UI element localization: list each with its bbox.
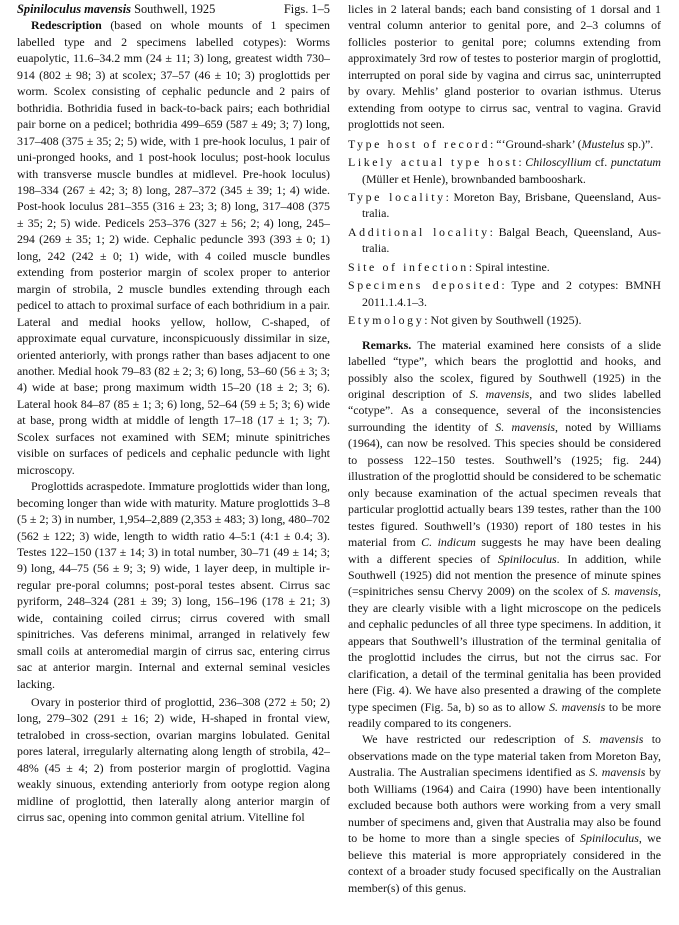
- remarks-heading: Remarks.: [362, 337, 412, 352]
- metadata-label: Site of infection: [348, 259, 469, 274]
- italic-taxon: punctatum: [610, 155, 662, 170]
- italic-taxon: S. mavensis: [589, 765, 646, 780]
- redescription-paragraph-3-continued: licles in 2 lateral bands; each band consisting of 1 dorsal and 1 ventral column anterior to genital pore, and 2–3 columns of follicles posterior to genital pore; columns extending from approximately 3rd row of testes to posterior margin of proglottid, interrupted on poral side by vagina and cirrus sac, uninterrupted by ovary. Mehlis’ gland posterior to ovarian isthmus. Uterus extending from ootype to cirrus sac, ventral to vagina. Gravid proglottids not seen.: [348, 2, 661, 132]
- remarks-paragraph-2: We have restricted our redescription of S. mavensis to observations made on the type material taken from Moreton Bay, Australia. The Australian specimens identified as S. mavensis by both Williams (1964) and Caira (1990) have been intentionally excluded because both authors were working from a very small number of specimens and, given that Australia may also be found to be home to more than a single species of Spiniloculus, we believe this material is more appropriately considered in the context of a broader study focused specifically on the Australian member(s) of this genus.: [348, 732, 661, 895]
- italic-taxon: Spiniloculus: [497, 551, 557, 566]
- italic-taxon: S. mavensis: [582, 732, 644, 747]
- metadata-label: Additional locality: [348, 224, 490, 239]
- metadata-entry: Additional locality: Balgal Beach, Queensland, Australia.: [348, 224, 661, 256]
- italic-taxon: Mustelus: [581, 136, 625, 151]
- species-name: Spiniloculus mavensis: [17, 2, 131, 16]
- metadata-entry: Type locality: Moreton Bay, Brisbane, Queensland, Australia.: [348, 189, 661, 221]
- metadata-label: Etymology: [348, 313, 425, 328]
- metadata-entry: Site of infection: Spiral intestine.: [348, 259, 550, 274]
- italic-taxon: Chiloscyllium: [525, 155, 592, 170]
- italic-taxon: S. mavensis: [549, 699, 606, 714]
- italic-taxon: S. mavensis: [469, 386, 530, 401]
- remarks-paragraph-1: Remarks. The material examined here consists of a slide labelled “type”, which bears the proglottid and hooks, and possibly also the scolex, figured by Southwell (1925) in the original description of S. mavensis, and two slides labelled “cotype”. As a consequence, several of the inconsistencies surrounding the identity of S. mavensis, noted by Williams (1964), can now be resolved. This species should be considered to possess 122–150 testes. Southwell’s (1925; fig. 244) illustration of the proglottid should be considered to be schematic only because examination of the actual specimen reveals that particular proglottid actually bears 139 testes, rather than the 100 testes figured. Southwell’s (1930) report of 180 testes in his material from C. indicum suggests he may have been dealing with a different species of Spiniloculus. In addition, while Southwell (1925) did not mention the presence of minute spines (=spinitriches sensu Chervy 2009) on the scolex of S. mavensis, they are clearly visible with a light microscope on the pedicels and cephalic peduncles of all three type specimens. In addition, it appears that Southwell’s illustration of the terminal genitalia of the proglottid includes the cirrus, but not the cirrus sac. For clarification, a detail of the terminal genitalia has been provided here (Fig. 4). We have also presented a drawing of the complete type specimen (Fig. 5a, b) so as to allow S. mavensis to be more readily compared to its congeners.: [348, 337, 662, 731]
- figure-reference: Figs. 1–5: [283, 2, 330, 16]
- metadata-entry: Type host of record: “‘Ground-shark’ (Mustelus sp.)”.: [348, 136, 654, 151]
- redescription-paragraph-1: Redescription (based on whole mounts of 1 specimen labelled type and 2 specimens labelled cotypes): Worms euapolytic, 11.6–34.2 mm (24 ± 11; 3) long, greatest width 730–914 (802 ± 98; 3) at scolex; 37–57 (46 ± 10; 3) proglottids per worm. Scolex consisting of cephalic peduncle and 2 pairs of bothridia. Bothridia fused in back-to-back pairs; each bothridial pair borne on a pedicel; bothridia 499–659 (587 ± 49; 3; 7) long, 317–408 (375 ± 35; 2; 5) wide, with 1 pre-hook loculus, 1 pair of uni-pronged hooks, and 1 post-hook loculus; post-hook loculus with transverse muscle bundles at midlevel. Pre-hook loculus) 198–334 (267 ± 42; 3; 8) long, 287–372 (345 ± 39; 1; 4) wide. Post-hook loculus 281–355 (316 ± 23; 3; 8) long, 317–408 (375 ± 35; 2; 5) wide. Pedicels 253–376 (327 ± 56; 2; 4) long, 245–294 (269 ± 35; 1; 2) wide. Cephalic peduncle 393 (393 ± 0; 1) long, 242 (242 ± 0; 1) wide, with 4 coiled muscle bundles extending from posterior margin of scolex proper to anterior margin of strobila, 2 muscle bundles extending through each pedicel to attach to proximal surface of each bothridium in a pair. Lateral and medial hooks yellow, hollow, C-shaped, of approximate equal curvature, inconspicuously dissimilar in size, oriented anteriorly, with prongs rather than bases adjacent to one another. Medial hook 79–83 (82 ± 2; 3; 6) long, 53–60 (56 ± 3; 3; 4) wide at base; prong maximum width 15–20 (18 ± 2; 3; 6). Lateral hook 84–87 (85 ± 1; 3; 6) long, 52–64 (59 ± 5; 3; 6) wide at base, prong width at middle of length 17–18 (17 ± 1; 3; 7). Scolex surfaces not examined with SEM; minute spinitriches visible on surfaces of pedicels and cephalic peduncle with light microscopy.: [17, 18, 330, 477]
- metadata-label: Likely actual type host: [348, 155, 519, 170]
- metadata-entry: Likely actual type host: Chiloscyllium cf. punctatum (Müller et Henle), brownbanded bambooshark.: [348, 155, 662, 186]
- redescription-heading: Redescription: [31, 18, 102, 33]
- metadata-label: Type host of record: [348, 136, 491, 151]
- italic-taxon: S. mavensis: [495, 419, 556, 434]
- redescription-paragraph-3: Ovary in posterior third of proglottid, 236–308 (272 ± 50; 2) long, 279–302 (291 ± 16; 2) wide, H-shaped in frontal view, tetralobed in cross-section, ovarian margins lobulated. Genital pores lateral, irregularly alternating along length of strobila, 42–48% (45 ± 4; 2) from posterior margin of proglottid. Vagina weakly sinuous, extending anteriorly from ootype region along midline of proglottid, then laterally along anterior margin of cirrus sac, opening into common genital atrium. Vitelline fol: [17, 695, 330, 825]
- metadata-entry: Etymology: Not given by Southwell (1925).: [348, 313, 582, 328]
- italic-taxon: S. mavensis: [601, 584, 659, 599]
- right-column: [348, 1, 661, 896]
- metadata-label: Specimens deposited: [348, 278, 502, 293]
- left-column: [17, 1, 330, 826]
- species-heading: [17, 1, 330, 17]
- italic-taxon: Spiniloculus: [580, 831, 639, 846]
- metadata-label: Type locality: [348, 189, 446, 204]
- species-authority: Southwell, 1925: [130, 2, 216, 16]
- redescription-paragraph-2: Proglottids acraspedote. Immature proglottids wider than long, becoming longer than wide with maturity. Mature proglottids 3–8 (5 ± 2; 3) in number, 1,954–2,889 (2,353 ± 483; 3) long, 480–702 (562 ± 122; 3) wide, length to width ratio 4–5:1 (4:1 ± 0.4; 3). Testes 122–150 (137 ± 14; 3) in total number, 30–71 (49 ± 14; 3; 9) long, 44–75 (56 ± 9; 3; 9) wide, 1 layer deep, in multiple irregular pre-poral columns; post-poral testes absent. Cirrus sac pyriform, 248–324 (281 ± 39; 3) long, 156–196 (178 ± 21; 3) wide, containing coiled cirrus; cirrus covered with small spinitriches. Vas deferens minimal, arranged in relatively few small coils at anteromedial margin of cirrus sac, entering cirrus sac at anterior margin. Internal and external seminal vesicles lacking.: [17, 479, 330, 691]
- metadata-entry: Specimens deposited: Type and 2 cotypes: BMNH 2011.1.4.1–3.: [348, 278, 661, 309]
- italic-taxon: C. indicum: [421, 535, 476, 550]
- taxonomic-metadata: [348, 136, 661, 329]
